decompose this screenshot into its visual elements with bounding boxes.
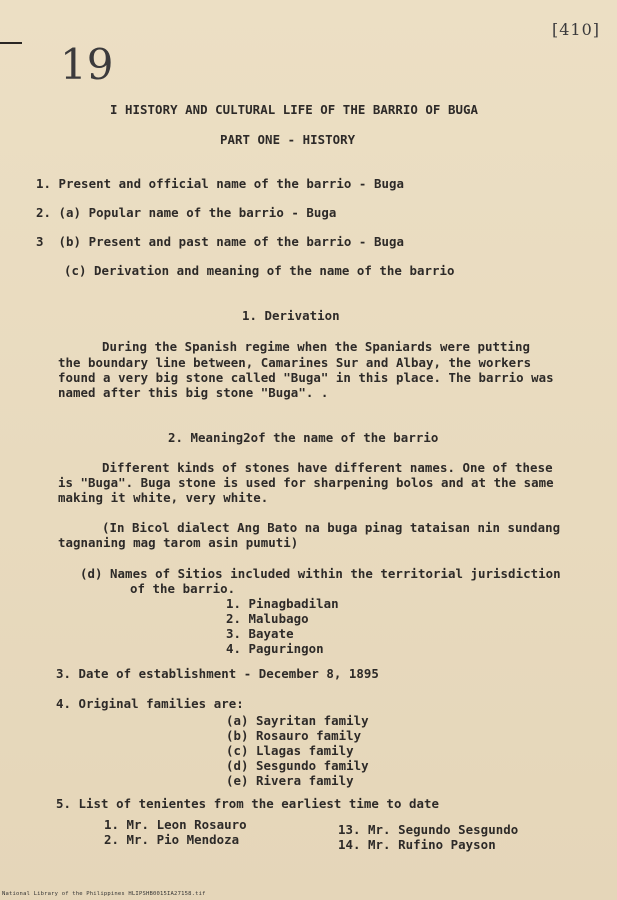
derivation-line-1: During the Spanish regime when the Spaniards were putting [102, 339, 531, 354]
family-e: (e) Rivera family [226, 773, 354, 788]
item-2a: 2. (a) Popular name of the barrio - Buga [36, 205, 337, 220]
teniente-13: 13. Mr. Segundo Sesgundo [338, 822, 519, 837]
establishment-date: 3. Date of establishment - December 8, 1895 [56, 666, 379, 681]
handwritten-page-number: 19 [60, 40, 114, 89]
sitio-3: 3. Bayate [226, 626, 294, 641]
item-3b: 3 (b) Present and past name of the barrio - Buga [36, 234, 404, 249]
meaning-line-3: making it white, very white. [58, 490, 269, 505]
bicol-line-2: tagnaning mag tarom asin pumuti) [58, 535, 299, 550]
derivation-line-2: the boundary line between, Camarines Sur and Albay, the workers [58, 355, 532, 370]
margin-mark [0, 42, 22, 44]
derivation-line-3: found a very big stone called "Buga" in this place. The barrio was [58, 370, 554, 385]
item-c: (c) Derivation and meaning of the name of the barrio [64, 263, 455, 278]
family-d: (d) Sesgundo family [226, 758, 369, 773]
sitios-intro-1: (d) Names of Sitios included within the territorial jurisdiction [80, 566, 561, 581]
sitio-2: 2. Malubago [226, 611, 309, 626]
part-heading: PART ONE - HISTORY [220, 132, 356, 147]
derivation-line-4: named after this big stone "Buga". . [58, 385, 329, 400]
footer-credit: National Library of the Philippines HLIPSHB0015IA27158.tif [2, 891, 206, 897]
family-c: (c) Llagas family [226, 743, 354, 758]
meaning-line-1: Different kinds of stones have different names. One of these [102, 460, 553, 475]
meaning-heading: 2. Meaning2of the name of the barrio [168, 430, 439, 445]
sitio-1: 1. Pinagbadilan [226, 596, 339, 611]
item-1: 1. Present and official name of the barrio - Buga [36, 176, 404, 191]
sitio-4: 4. Paguringon [226, 641, 324, 656]
bicol-line-1: (In Bicol dialect Ang Bato na buga pinag tataisan nin sundang [102, 520, 561, 535]
tenientes-heading: 5. List of tenientes from the earliest time to date [56, 796, 439, 811]
families-heading: 4. Original families are: [56, 696, 244, 711]
sitios-intro-2: of the barrio. [130, 581, 236, 596]
meaning-line-2: is "Buga". Buga stone is used for sharpening bolos and at the same [58, 475, 554, 490]
archive-number: [410] [552, 20, 601, 39]
family-b: (b) Rosauro family [226, 728, 362, 743]
teniente-2: 2. Mr. Pio Mendoza [104, 832, 240, 847]
teniente-1: 1. Mr. Leon Rosauro [104, 817, 247, 832]
family-a: (a) Sayritan family [226, 713, 369, 728]
document-title: I HISTORY AND CULTURAL LIFE OF THE BARRIO OF BUGA [110, 102, 478, 117]
teniente-14: 14. Mr. Rufino Payson [338, 837, 496, 852]
derivation-heading: 1. Derivation [242, 308, 340, 323]
